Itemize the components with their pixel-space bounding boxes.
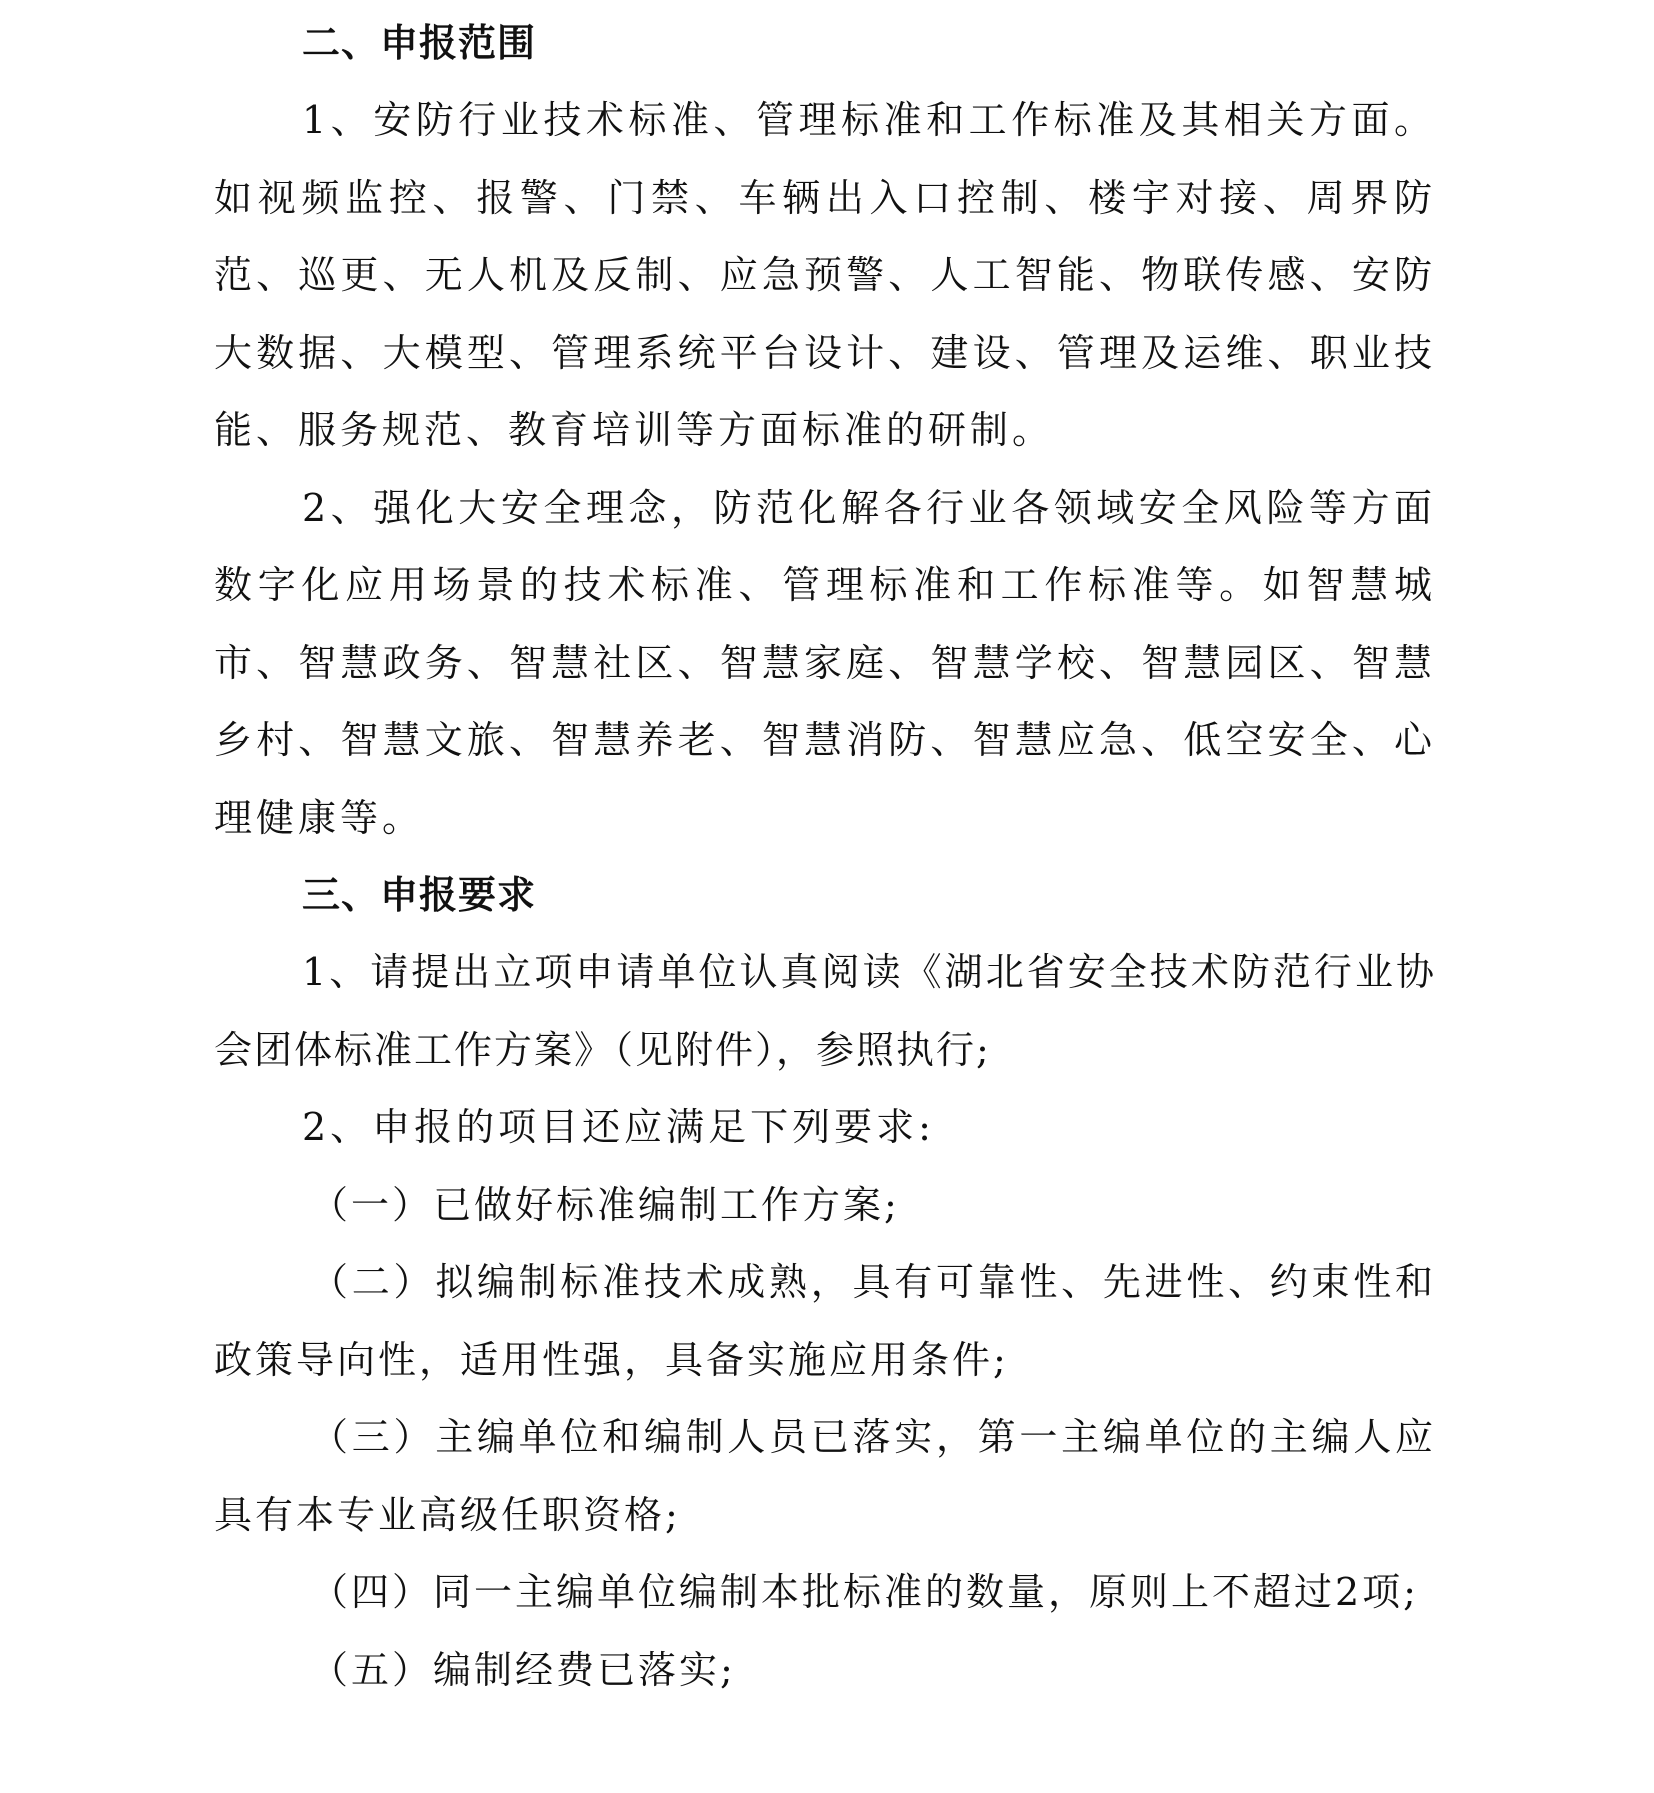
document-page: [214, 0, 1436, 1709]
requirement-subitem-5: （五）编制经费已落实;: [310, 1647, 736, 1692]
requirement-subitem-2: （二）拟编制标准技术成熟，具有可靠性、先进性、约束性和政策导向性，适用性强，具备实施应用条件;: [214, 1260, 1436, 1382]
section-heading-scope: 二、申报范围: [302, 21, 537, 65]
requirement-subitem-4: （四）同一主编单位编制本批标准的数量，原则上不超过2项;: [310, 1570, 1419, 1614]
requirement-item-1: 1、请提出立项申请单位认真阅读《湖北省安全技术防范行业协会团体标准工作方案》（见附件），参照执行;: [214, 950, 1436, 1072]
requirement-subitem-1: （一）已做好标准编制工作方案;: [310, 1182, 900, 1227]
requirement-item-2: 2、申报的项目还应满足下列要求:: [302, 1105, 935, 1149]
scope-item-1: 1、安防行业技术标准、管理标准和工作标准及其相关方面。如视频监控、报警、门禁、车辆出入口控制、楼宇对接、周界防范、巡更、无人机及反制、应急预警、人工智能、物联传感、安防大数据、大模型、管理系统平台设计、建设、管理及运维、职业技能、服务规范、教育培训等方面标准的研制。: [214, 98, 1436, 452]
section-heading-requirements: 三、申报要求: [302, 873, 537, 917]
scope-item-2: 2、强化大安全理念，防范化解各行业各领域安全风险等方面数字化应用场景的技术标准、管理标准和工作标准等。如智慧城市、智慧政务、智慧社区、智慧家庭、智慧学校、智慧园区、智慧乡村、智慧文旅、智慧养老、智慧消防、智慧应急、低空安全、心理健康等。: [214, 485, 1436, 840]
requirement-subitem-3: （三）主编单位和编制人员已落实，第一主编单位的主编人应具有本专业高级任职资格;: [214, 1415, 1436, 1537]
